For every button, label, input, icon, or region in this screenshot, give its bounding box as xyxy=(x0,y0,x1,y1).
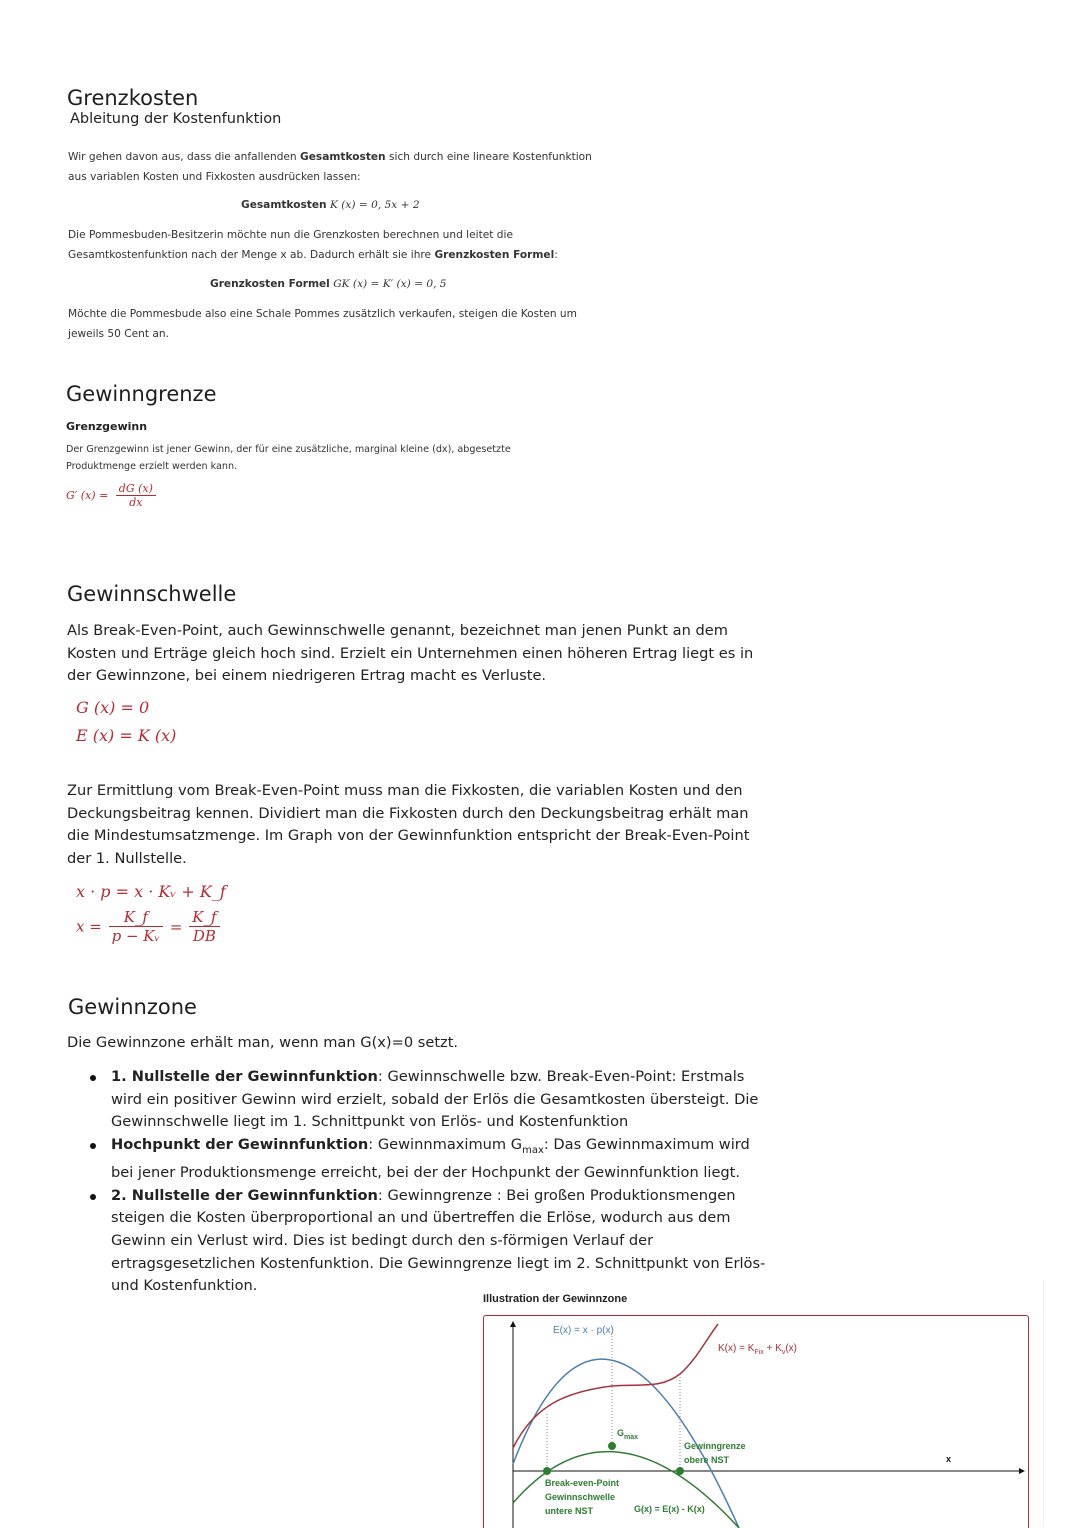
subheading-grenzgewinn: Grenzgewinn xyxy=(66,420,148,433)
equation-e-gleich-k: E (x) = K (x) xyxy=(76,726,177,745)
grenzkosten-paragraph-2: Die Pommesbuden-Besitzerin möchte nun die Grenzkosten berechnen und leitet die Gesamtkostenfunktion nach der Menge x ab. Dadurch erhält sie ihre Grenzkosten Formel: xyxy=(68,229,558,261)
gewinnschwelle-paragraph-1: Als Break-Even-Point, auch Gewinnschwelle genannt, bezeichnet man jenen Punkt an dem Kosten und Erträge gleich hoch sind. Erzielt ein Unternehmen einen höheren Ertrag liegt es in der Gewinnzone, bei einem niedrigeren Ertrag macht es Verluste. xyxy=(67,622,754,685)
formula-grenzgewinn: G′ (x) = $\frac{dG (x)}{dx}$ xyxy=(66,482,156,509)
illustration-title: Illustration der Gewinnzone xyxy=(483,1293,628,1305)
grenzkosten-paragraph-1: Wir gehen davon aus, dass die anfallenden Gesamtkosten sich durch eine lineare Kostenfunktion aus variablen Kosten und Fixkosten ausdrücken lassen: xyxy=(68,151,592,183)
break-even-point-marker xyxy=(543,1467,551,1475)
grenzkosten-paragraph-3: Möchte die Pommesbude also eine Schale Pommes zusätzlich verkaufen, steigen die Kosten um jeweils 50 Cent an. xyxy=(68,308,577,340)
list-item: 1. Nullstelle der Gewinnfunktion: Gewinnschwelle bzw. Break-Even-Point: Erstmals wird ein positiver Gewinn wird erzielt, sobald der Erlös die Gesamtkosten übersteigt. Die Gewinnschwelle liegt im 1. Schnittpunkt von Erlös- und Kostenfunktion xyxy=(67,1066,767,1134)
formula-gesamtkosten: Gesamtkosten K (x) = 0, 5x + 2 xyxy=(241,199,420,211)
equation-g-null: G (x) = 0 xyxy=(76,698,150,717)
grenzgewinn-text: Der Grenzgewinn ist jener Gewinn, der für eine zusätzliche, marginal kleine (dx), abgesetzte Produktmenge erzielt werden kann. xyxy=(66,444,511,472)
formula-grenzkosten: Grenzkosten Formel GK (x) = K′ (x) = 0, 5 xyxy=(210,278,447,290)
gewinnzone-bullet-list xyxy=(67,1066,767,1298)
equation-break-even-menge: x = $\frac{K\_f}{\text{p − Kᵥ}}$ = $\frac{K\_f}{DB}$ xyxy=(76,908,220,945)
label-x-axis: x xyxy=(946,1454,952,1464)
label-gewinngrenze: Gewinngrenze obere NST xyxy=(684,1441,746,1465)
section-title-gewinngrenze: Gewinngrenze xyxy=(66,382,217,406)
label-break-even-point: Break-even-Point Gewinnschwelle untere NST xyxy=(545,1478,620,1516)
section-title-gewinnzone: Gewinnzone xyxy=(68,995,197,1019)
label-kostenfunktion: $K(x) = K_{Fix} + K_v(x)$ xyxy=(718,1343,797,1356)
page-divider xyxy=(1043,1280,1044,1527)
list-item: Hochpunkt der Gewinnfunktion: Gewinnmaximum $G_{max}$: Das Gewinnmaximum wird bei jener Produktionsmenge erreicht, bei der der Hochpunkt der Gewinnfunktion liegt. xyxy=(67,1134,767,1185)
section-subtitle-grenzkosten: Ableitung der Kostenfunktion xyxy=(70,111,282,127)
section-title-gewinnschwelle: Gewinnschwelle xyxy=(67,582,237,606)
section-title-grenzkosten: Grenzkosten xyxy=(67,86,199,110)
gmax-marker xyxy=(608,1442,616,1450)
gewinnzone-intro: Die Gewinnzone erhält man, wenn man G(x)=0 setzt. xyxy=(67,1034,459,1051)
label-gewinnfunktion: G(x) = E(x) - K(x) xyxy=(634,1504,705,1514)
list-item: 2. Nullstelle der Gewinnfunktion: Gewinngrenze : Bei großen Produktionsmengen steigen die Kosten überproportional an und übertreffen die Erlöse, wodurch aus dem Gewinn ein Verlust wird. Dies ist bedingt durch den s-förmigen Verlauf der ertragsgesetzlichen Kostenfunktion. Die Gewinngrenze liegt im 2. Schnittpunkt von Erlös- und Kostenfunktion. xyxy=(67,1185,767,1298)
gewinngrenze-marker xyxy=(676,1467,684,1475)
gewinnschwelle-paragraph-2: Zur Ermittlung vom Break-Even-Point muss man die Fixkosten, die variablen Kosten und den Deckungsbeitrag kennen. Dividiert man die Fixkosten durch den Deckungsbeitrag erhält man die Mindestumsatzmenge. Im Graph von der Gewinnfunktion entspricht der Break-Even-Point der 1. Nullstelle. xyxy=(67,782,750,867)
equation-break-even: x · p = x · Kᵥ + K_f xyxy=(76,882,226,901)
label-gmax: $G_{max}$ xyxy=(617,1428,639,1441)
label-erloesfunktion: E(x) = x · p(x) xyxy=(553,1325,614,1336)
